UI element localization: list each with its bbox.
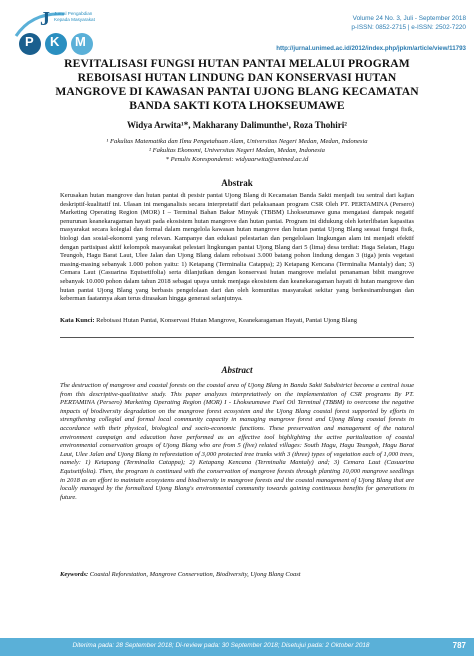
title-line: REVITALISASI FUNGSI HUTAN PANTAI MELALUI PROGRAM <box>64 57 410 70</box>
page-footer <box>0 638 474 656</box>
abstrak-heading: Abstrak <box>221 178 253 188</box>
title-line: REBOISASI HUTAN LINDUNG DAN KONSERVASI HUTAN <box>77 71 397 84</box>
logo-letter-j: J <box>40 8 50 30</box>
title-line: MANGROVE DI KAWASAN PANTAI UJONG BLANG KECAMATAN <box>55 85 419 98</box>
logo-letter-m: M <box>75 34 87 49</box>
title-line: BANDA SAKTI KOTA LHOKSEUMAWE <box>129 99 345 112</box>
page-number: 787 <box>452 641 466 650</box>
kata-kunci <box>60 317 414 326</box>
logo-letter-k: K <box>50 34 61 49</box>
logo-line-2: Kepada Masyarakat <box>54 17 95 22</box>
journal-logo <box>12 6 182 62</box>
affiliations <box>20 137 454 164</box>
logo-letter-p: P <box>25 34 35 49</box>
keywords-value: Coastal Reforestation, Mangrove Conservation, Biodiversity, Ujong Blang Coast <box>89 571 301 578</box>
submission-dates: Diterima pada: 28 September 2018; Di-review pada: 30 September 2018; Disetujui pada: 2 Oktober 2018 <box>72 642 370 649</box>
section-divider <box>60 337 414 338</box>
kata-kunci-value: Reboisasi Hutan Pantai, Konservasi Hutan Mangrove, Keanekaragaman Hayati, Pantai Ujong Blang <box>96 317 357 324</box>
paper-title <box>30 57 444 113</box>
affiliation-1: ¹ Fakultas Matematika dan Ilmu Pengetahuan Alam, Universitas Negeri Medan, Medan, Indonesia <box>106 138 368 145</box>
kata-kunci-label: Kata Kunci: <box>60 317 95 324</box>
affiliation-2: ² Fakultas Ekonomi, Universitas Negeri Medan, Medan, Indonesia <box>149 147 325 154</box>
corresponding-author: * Penulis Korespondensi: widyaarwita@unimed.ac.id <box>165 156 309 163</box>
keywords <box>60 571 414 578</box>
volume-info: Volume 24 No. 3, Juli - September 2018 <box>352 15 466 22</box>
abstract-text: The destruction of mangrove and coastal forests on the coastal area of Ujong Blang in Banda Sakti Subdistrict become a central issue from this descriptive-qualitative study. This paper analyzes interpretatively on the implementation of CSR programs By PT. PERTAMINA (Persero) Marketing Operating Region (MOR) I - Lhokseumawe Fuel Oil Terminal (TBBM) to overcome the negative impacts of biodiversity degradation on the mangrove forest ecosystem and the Ujong Blang coastal forest supported by efforts in strengthening collegial and formal local community capacity in managing mangrove forest and Ujong Blang coastal forests in accordance with their physical, biological and socio-economic functions. These preservation and management of the natural environment campaign and education have performed as an effective tool highlighting the active paritalization of coastal environmental conservation groups of Ujong Blang who are from 5 (five) related villages: South Hagu, Hagu Teungoh, Hagu Barat Laut, Ulee Jalan and Ujong Blang in reforestation of 3,000 protected tree trunks with 3 (three) types of vegetation each of 1,000 trees, namely: 1) Ketapang (Terminalia Catappa); 2) Ketapang Kencana (Terminalia Mantaly) and; 3) Cemara Laut (Casuarina Equisetifolia). Then, the program is continued with the conservation of mangrove forests through planting 10,000 mangrove seedlings in 2018 as an effort to maintain ecosystems and biodiversity in mangrove forests and the coastal management of Ujong Blang that are locally managed by the formalized Ujong Blang's environmental community towards gaining continuous benefits for generations in future. <box>60 382 414 501</box>
abstrak-text: Kerusakan hutan mangrove dan hutan pantai di pesisir pantai Ujong Blang di Kecamatan Banda Sakti menjadi isu sentral dari kajian deskriptif-kualitatif ini. Ulasan ini menganalisis secara interpretatif dari pelaksanaan program CSR Oleh PT. PERTAMINA (Persero) Marketing Operating Region (MOR) I – Terminal Bahan Bakar Minyak (TBBM) Lhokseumawe guna mengatasi dampak negatif penurunan keanekaragaman hayati pada ekosistem hutan mangrove dan hutan pantai. Program ini didukung oleh keterlibatan kapasitas masyarakat secara kolegial dan formal dalam mengelola kawasan hutan mangrove dan hutan pantai Ujong Blang sesuai fungsi fisik, biologi dan sosial-ekonomi yang relevan. Kampanye dan edukasi pelestarian dan pengelolaan lingkungan alam ini menjadi efektif dengan partisipasi aktif kelompok masyarakat pelestari lingkungan pantai Ujong Blang dari 5 (lima) desa terdiat: Haga Selatan, Hagu Teungoh, Hagu Barat Laut, Ulee Jalan dan Ujong Blang dalam reboisasi 3.000 batang pohon lindung dengan 3 (tiga) jenis vegetasi masing-masing sebanyak 1.000 pohon yaitu: 1) Ketapang (Terminalia Catappa); 2) Ketapang Kencana (Terminalia Mantaly) dan; 3) Cemara Laut (Casuarina Equisetifolia) serta dilanjutkan dengan konservasi hutan mangrove melalui penanaman bibit mangrove sebanyak 10.000 pohon dalam tahun 2018 sebagai upaya untuk menjaga ekosistem dan keanekaragaman hayati di hutan mangrove dan hutan pantai Ujong Blang yang berbasis pengelolaan dari dan oleh komunitas masyarakat sekitar yang berkesinambungan dan keberman faatannya akan terus dirasakan hingga generasi selanjutnya. <box>60 192 414 303</box>
issn-info: p-ISSN: 0852-2715 | e-ISSN: 2502-7220 <box>351 24 466 31</box>
logo-line-1: Jurnal Pengabdian <box>54 11 93 16</box>
article-url[interactable]: http://jurnal.unimed.ac.id/2012/index.php/jpkm/article/view/11793 <box>276 45 466 52</box>
author-list: Widya Arwita¹*, Makharany Dalimunthe¹, Roza Thohiri² <box>126 120 348 130</box>
abstract-heading: Abstract <box>221 365 253 375</box>
journal-meta <box>351 14 466 32</box>
keywords-label: Keywords: <box>60 571 89 578</box>
